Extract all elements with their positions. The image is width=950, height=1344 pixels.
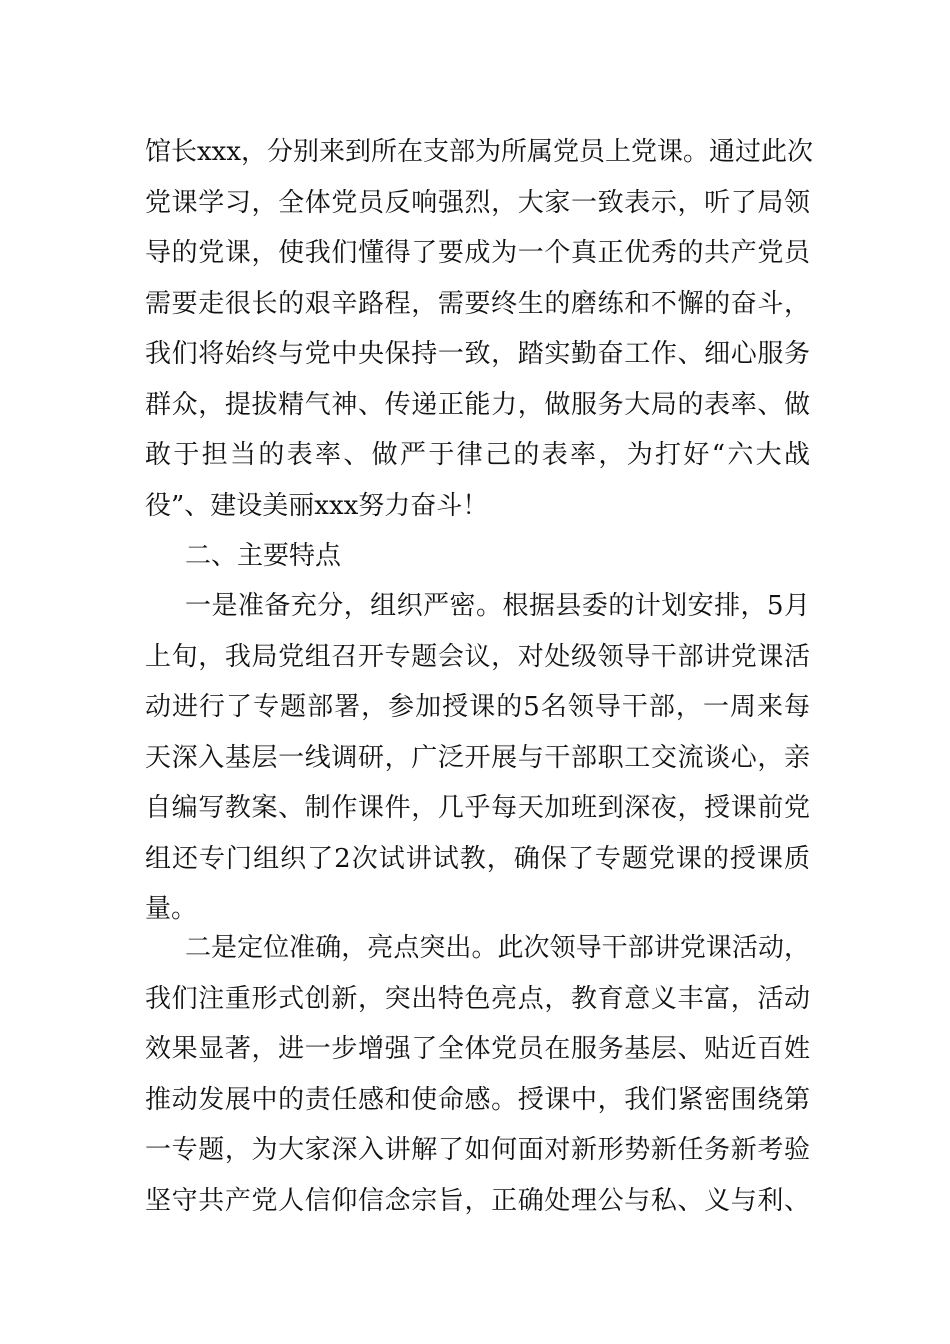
text-line: 动进行了专题部署，参加授课的5名领导干部，一周来每 — [145, 692, 810, 722]
text-line: 党课学习，全体党员反响强烈，大家一致表示，听了局领 — [145, 187, 810, 218]
paragraph-continuation — [145, 127, 813, 531]
paragraph-positioning — [145, 923, 810, 1226]
text-line: 效果显著，进一步增强了全体党员在服务基层、贴近百姓 — [145, 1034, 810, 1064]
text-line: 上旬，我局党组召开专题会议，对处级领导干部讲党课活 — [145, 641, 810, 672]
section-heading: 二、主要特点 — [185, 541, 342, 571]
text-line: 组还专门组织了2次试讲试教，确保了专题党课的授课质 — [145, 843, 810, 874]
paragraph-preparation — [145, 581, 810, 935]
text-line: 坚守共产党人信仰信念宗旨，正确处理公与私、义与利、 — [145, 1185, 810, 1216]
text-line: 役”、建设美丽xxx努力奋斗！ — [145, 490, 489, 521]
text-line: 一是准备充分，组织严密。根据县委的计划安排，5月 — [185, 591, 810, 621]
text-line: 群众，提拔精气神、传递正能力，做服务大局的表率、做 — [145, 389, 810, 420]
text-line: 自编写教案、制作课件，几乎每天加班到深夜，授课前党 — [145, 793, 810, 823]
text-line: 一专题，为大家深入讲解了如何面对新形势新任务新考验 — [145, 1135, 810, 1165]
text-line: 敢于担当的表率、做严于律己的表率，为打好“六大战 — [145, 440, 810, 470]
section-heading-block — [145, 531, 810, 582]
text-line: 需要走很长的艰辛路程，需要终生的磨练和不懈的奋斗， — [145, 288, 810, 319]
text-line: 推动发展中的责任感和使命感。授课中，我们紧密围绕第 — [145, 1084, 810, 1115]
text-line: 二是定位准确，亮点突出。此次领导干部讲党课活动， — [185, 933, 810, 963]
text-line: 我们将始终与党中央保持一致，踏实勤奋工作、细心服务 — [145, 339, 810, 369]
text-line: 我们注重形式创新，突出特色亮点，教育意义丰富，活动 — [145, 983, 810, 1014]
text-line: 导的党课，使我们懂得了要成为一个真正优秀的共产党员 — [145, 238, 810, 268]
text-line: 量。 — [145, 894, 198, 924]
text-line: 天深入基层一线调研，广泛开展与干部职工交流谈心，亲 — [145, 742, 810, 773]
text-line: 馆长xxx，分别来到所在支部为所属党员上党课。通过此次 — [145, 137, 813, 167]
